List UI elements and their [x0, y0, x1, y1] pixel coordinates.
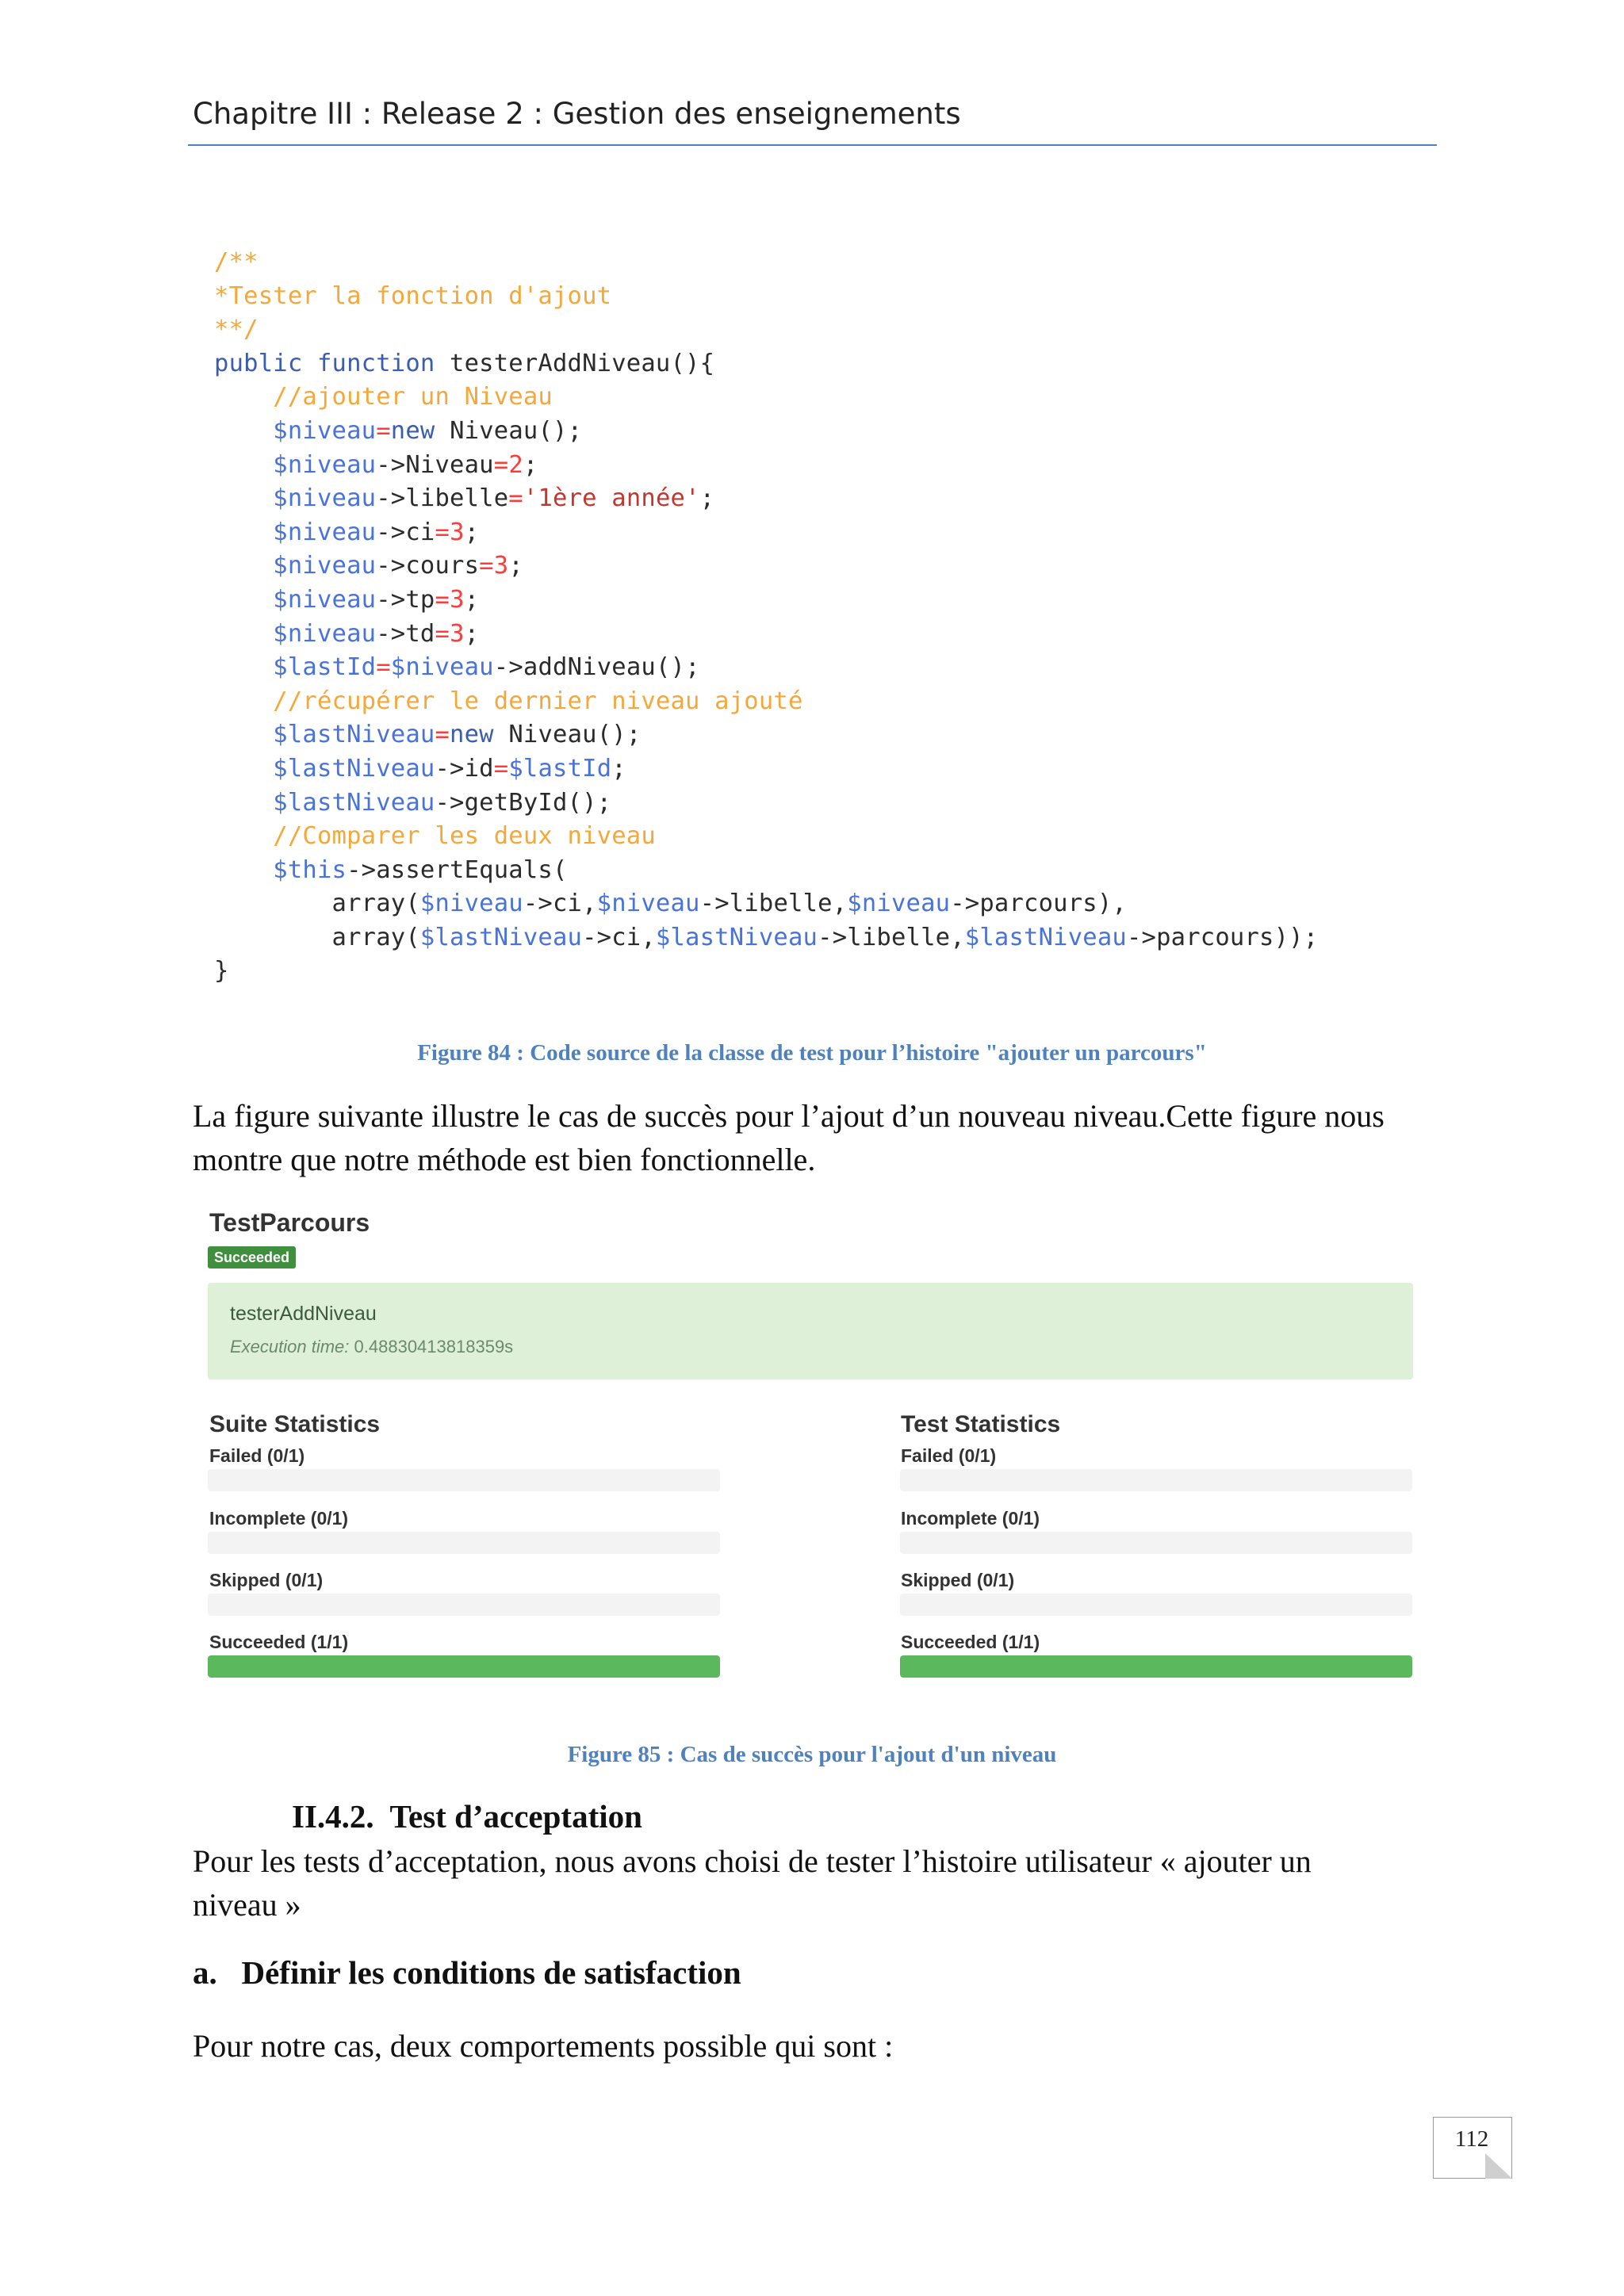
test-stat-label: Failed (0/1)	[901, 1445, 997, 1466]
code-line: public function testerAddNiveau(){	[214, 349, 715, 377]
report-title: TestParcours	[209, 1208, 370, 1237]
test-stat-bar	[900, 1655, 1412, 1678]
suite-stat-label: Failed (0/1)	[209, 1445, 305, 1466]
test-stat-label: Incomplete (0/1)	[901, 1508, 1040, 1529]
status-badge: Succeeded	[208, 1246, 296, 1269]
code-line: $niveau=new Niveau();	[273, 416, 583, 445]
suite-stat-label: Incomplete (0/1)	[209, 1508, 349, 1529]
code-line: //Comparer les deux niveau	[214, 822, 656, 851]
acceptance-paragraph-line-1: Pour les tests d’acceptation, nous avons choisi de tester l’histoire utilisateur « ajouter un	[193, 1843, 1312, 1879]
suite-stat-bar-fill	[208, 1655, 720, 1678]
figure-84-caption: Figure 84 : Code source de la classe de test pour l’histoire "ajouter un parcours"	[417, 1040, 1207, 1066]
code-line: $niveau->tp=3;	[273, 585, 480, 614]
code-line: //ajouter un Niveau	[214, 383, 553, 411]
suite-stat-bar	[208, 1532, 720, 1554]
test-name[interactable]: testerAddNiveau	[230, 1303, 377, 1325]
code-line: **/	[214, 316, 259, 344]
figure-85-caption: Figure 85 : Cas de succès pour l'ajout d'un niveau	[567, 1742, 1057, 1767]
code-line: }	[214, 957, 229, 985]
test-stat-label: Succeeded (1/1)	[901, 1632, 1040, 1652]
code-line: //récupérer le dernier niveau ajouté	[214, 687, 803, 715]
code-line: array($lastNiveau->ci,$lastNiveau->libelle,$lastNiveau->parcours));	[214, 923, 1319, 951]
suite-stat-label: Succeeded (1/1)	[209, 1632, 349, 1652]
suite-statistics-title: Suite Statistics	[209, 1411, 381, 1437]
test-result-panel	[208, 1283, 1413, 1380]
subsection-number: II.4.2.	[292, 1798, 374, 1835]
code-line: *Tester la fonction d'ajout	[214, 281, 612, 310]
code-line: $niveau->td=3;	[273, 619, 480, 648]
suite-stat-bar	[208, 1594, 720, 1616]
subsection-title: Test d’acceptation	[389, 1798, 642, 1835]
code-line: $lastNiveau=new Niveau();	[273, 721, 642, 749]
suite-stat-bar	[208, 1655, 720, 1678]
cases-paragraph: Pour notre cas, deux comportements possible qui sont :	[193, 2028, 894, 2064]
intro-paragraph-line-2: montre que notre méthode est bien fonctionnelle.	[193, 1142, 816, 1177]
test-stat-bar	[900, 1594, 1412, 1616]
code-line: /**	[214, 248, 259, 276]
test-stat-bar-fill	[900, 1655, 1412, 1678]
intro-paragraph-line-1: La figure suivante illustre le cas de succès pour l’ajout d’un nouveau niveau.Cette figure nous	[193, 1098, 1385, 1134]
header-divider	[188, 144, 1437, 146]
code-line: $niveau->ci=3;	[273, 518, 480, 546]
test-stat-bar	[900, 1469, 1412, 1491]
test-statistics-title: Test Statistics	[901, 1411, 1061, 1437]
list-item-letter: a.	[193, 1954, 217, 1991]
acceptance-paragraph-line-2: niveau »	[193, 1887, 301, 1923]
code-line: $this->assertEquals(	[273, 855, 568, 884]
code-line: $niveau->cours=3;	[273, 552, 523, 580]
page-corner-fold	[1485, 2153, 1512, 2179]
subsection-heading	[292, 1797, 642, 1835]
test-stat-bar	[900, 1532, 1412, 1554]
suite-stat-label: Skipped (0/1)	[209, 1570, 324, 1590]
code-line: $lastId=$niveau->addNiveau();	[273, 653, 700, 682]
code-line: $lastNiveau->id=$lastId;	[273, 754, 626, 783]
code-listing	[214, 246, 1318, 989]
code-line: $lastNiveau->getById();	[273, 788, 612, 817]
code-line: array($niveau->ci,$niveau->libelle,$niveau->parcours),	[214, 890, 1127, 918]
list-item-heading	[193, 1954, 741, 1992]
page-number: 112	[1454, 2126, 1489, 2152]
test-stat-label: Skipped (0/1)	[901, 1570, 1015, 1590]
execution-time-label: Execution time:	[230, 1337, 350, 1357]
chapter-header: Chapitre III : Release 2 : Gestion des enseignements	[193, 97, 961, 131]
execution-time	[230, 1337, 513, 1357]
execution-time-value: 0.48830413818359s	[354, 1337, 514, 1357]
code-line: $niveau->Niveau=2;	[273, 450, 538, 479]
suite-stat-bar	[208, 1469, 720, 1491]
code-line: $niveau->libelle='1ère année';	[273, 484, 715, 513]
list-item-title: Définir les conditions de satisfaction	[241, 1954, 741, 1991]
